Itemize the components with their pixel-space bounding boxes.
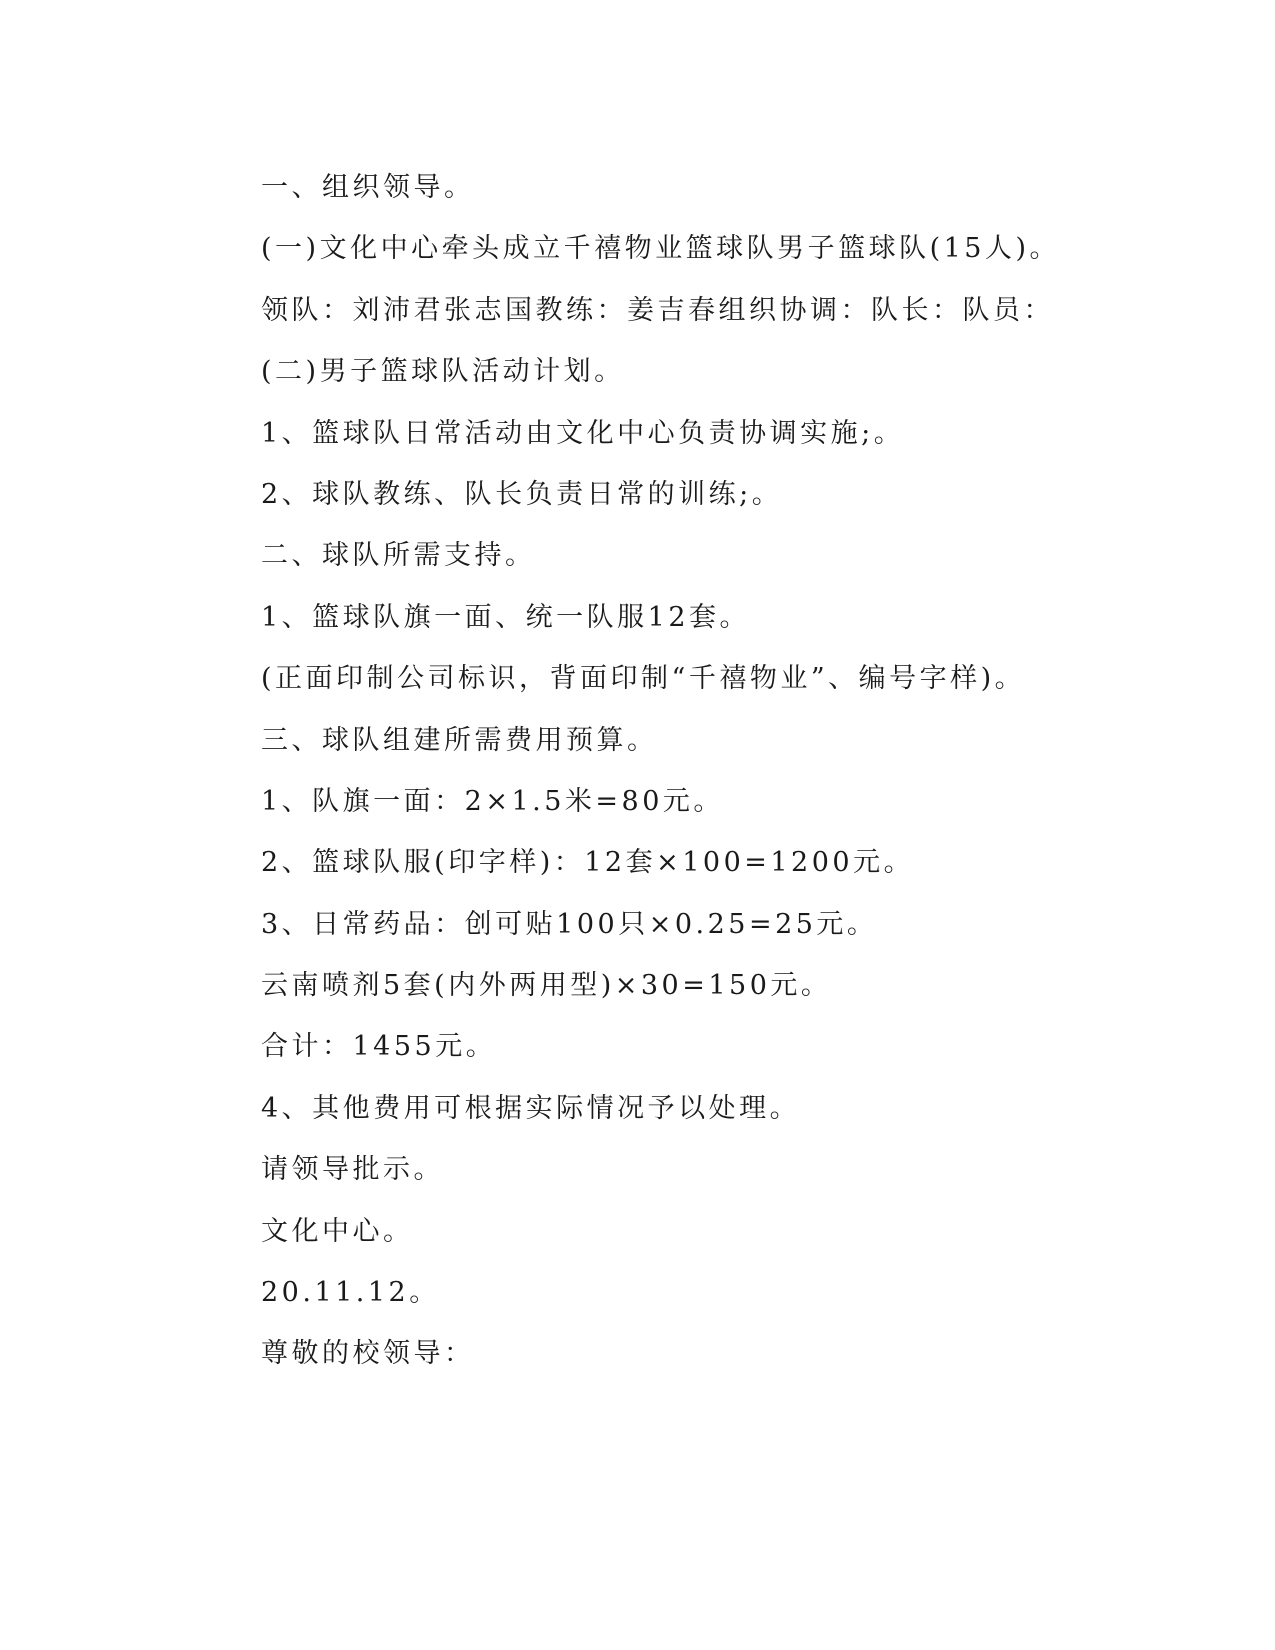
signature-date: 20.11.12。 <box>261 1277 440 1309</box>
list-item-budget-4: 4、其他费用可根据实际情况予以处理。 <box>261 1092 801 1124</box>
subheading-activity-plan: (二)男子篮球队活动计划。 <box>261 356 625 388</box>
salutation: 尊敬的校领导： <box>261 1338 475 1370</box>
paragraph-request-approval: 请领导批示。 <box>261 1154 444 1186</box>
paragraph-spray-cost: 云南喷剂5套(内外两用型)×30=150元。 <box>261 970 832 1002</box>
list-item-activity-2: 2、球队教练、队长负责日常的训练;。 <box>261 478 783 510</box>
list-item-budget-3: 3、日常药品：创可贴100只×0.25=25元。 <box>261 908 878 940</box>
paragraph-team-founding: (一)文化中心牵头成立千禧物业篮球队男子篮球队(15人)。 <box>261 233 1060 265</box>
section-heading-organization: 一、组织领导。 <box>261 172 475 203</box>
list-item-budget-1: 1、队旗一面：2×1.5米=80元。 <box>261 785 724 817</box>
document-body <box>261 166 1060 1394</box>
list-item-support-1: 1、篮球队旗一面、统一队服12套。 <box>261 601 751 633</box>
section-heading-budget: 三、球队组建所需费用预算。 <box>261 724 658 756</box>
paragraph-total: 合计：1455元。 <box>261 1031 497 1063</box>
paragraph-team-roles: 领队：刘沛君张志国教练：姜吉春组织协调：队长：队员： <box>261 294 1054 326</box>
list-item-budget-2: 2、篮球队服(印字样)：12套×100=1200元。 <box>261 847 915 879</box>
list-item-activity-1: 1、篮球队日常活动由文化中心负责协调实施;。 <box>261 417 905 449</box>
signature-department: 文化中心。 <box>261 1215 414 1247</box>
paragraph-uniform-note: (正面印制公司标识，背面印制“千禧物业”、编号字样)。 <box>261 663 1026 695</box>
section-heading-support: 二、球队所需支持。 <box>261 540 536 572</box>
